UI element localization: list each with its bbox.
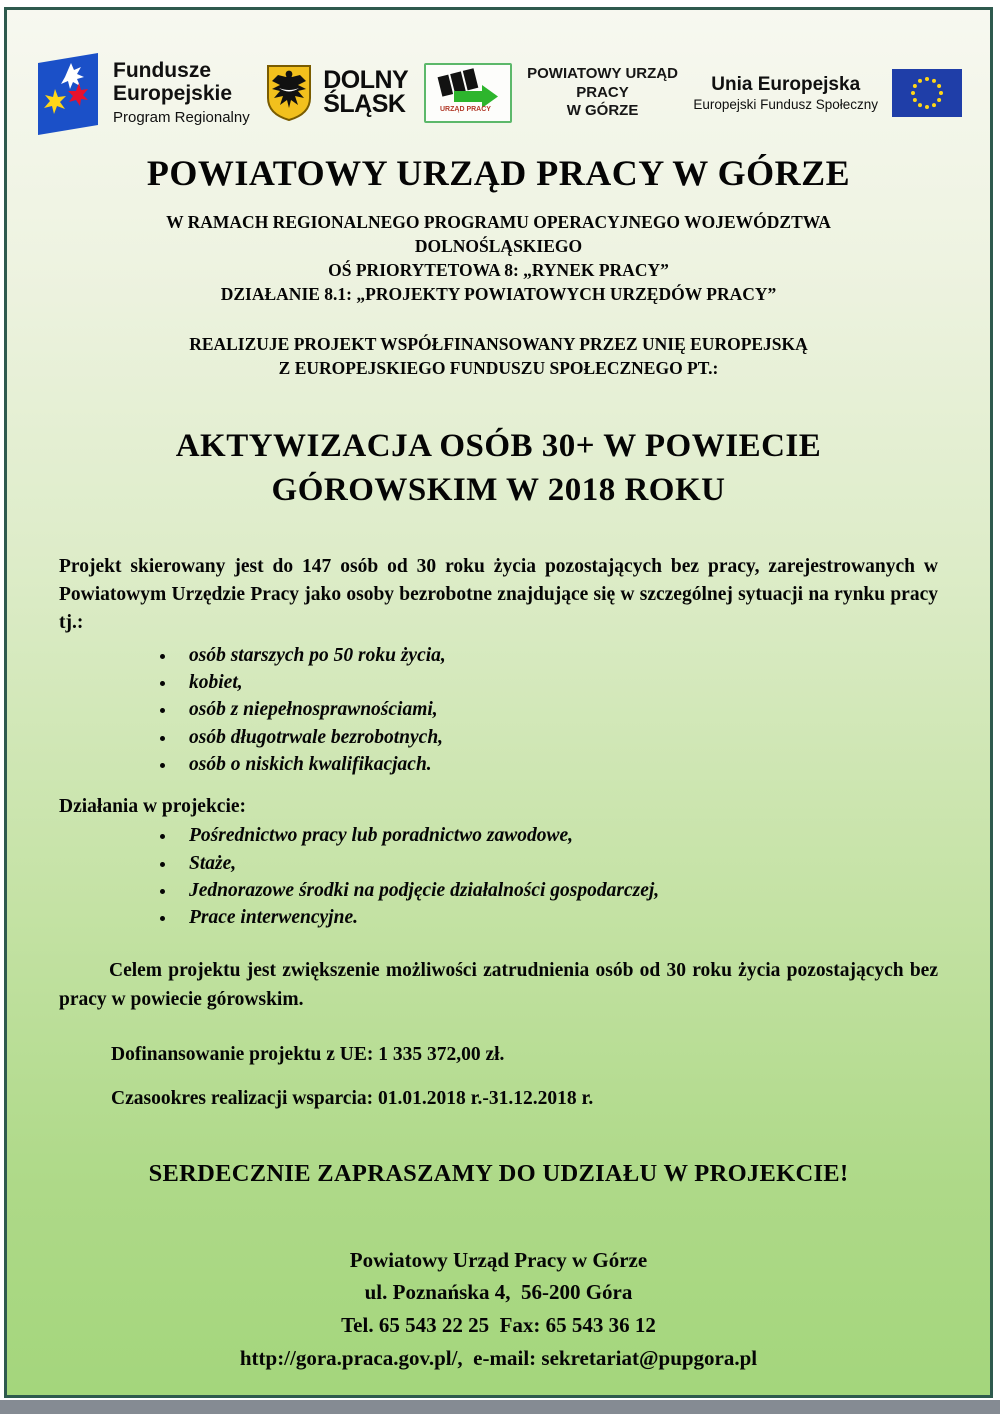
pup-line2: PRACY	[576, 83, 629, 101]
program-line-2: DOLNOŚLĄSKIEGO	[414, 236, 583, 257]
project-title-line2: GÓROWSKIM W 2018 ROKU	[271, 472, 726, 509]
list-item: • kobiet,	[177, 669, 938, 696]
dolny-slask-logo	[265, 64, 408, 122]
project-title	[7, 424, 990, 513]
pup-badge-caption: URZĄD PRACY	[439, 106, 491, 113]
list-item: • osób długotrwale bezrobotnych,	[177, 724, 938, 751]
project-title-line1: AKTYWIZACJA OSÓB 30+ W POWIECIE	[175, 427, 822, 464]
list-item: • Pośrednictwo pracy lub poradnictwo zawodowe,	[177, 822, 938, 849]
program-line-3: OŚ PRIORYTETOWA 8: „RYNEK PRACY”	[328, 260, 669, 281]
footer-web-email[interactable]: http://gora.praca.gov.pl/, e-mail: sekretariat@pupgora.pl	[239, 1345, 758, 1370]
activities-list	[59, 822, 938, 931]
pup-office-name	[527, 65, 678, 121]
footer-address: ul. Poznańska 4, 56-200 Góra	[364, 1280, 633, 1305]
funding-line: Dofinansowanie projektu z UE: 1 335 372,00 zł.	[111, 1043, 505, 1065]
urzad-pracy-badge-icon	[424, 63, 512, 123]
invitation-heading: SERDECZNIE ZAPRASZAMY DO UDZIAŁU W PROJEKCIE!	[148, 1159, 849, 1187]
fe-name-line1: Fundusze	[113, 59, 211, 83]
fe-flag-icon	[35, 51, 101, 135]
eu-flag-icon	[892, 69, 962, 117]
list-item: • osób z niepełnosprawnościami,	[177, 696, 938, 723]
ds-line1: DOLNY	[323, 66, 409, 95]
realizuje-line-2: Z EUROPEJSKIEGO FUNDUSZU SPOŁECZNEGO PT.:	[278, 357, 719, 378]
ue-logo-text	[693, 74, 878, 112]
activities-heading: Działania w projekcie:	[59, 796, 247, 818]
contact-footer	[59, 1244, 938, 1374]
intro-paragraph: Projekt skierowany jest do 147 osób od 30 roku życia pozostających bez pracy, zarejestrowanych w Powiatowym Urzędzie Pracy jako osoby bezrobotne znajdujące się w szczególnej sytuacji na rynku pracy tj.:	[59, 555, 938, 634]
footer-phone-fax: Tel. 65 543 22 25 Fax: 65 543 36 12	[341, 1313, 656, 1338]
list-item: • Staże,	[177, 850, 938, 877]
fe-logo-text	[113, 60, 250, 125]
cofinancing-statement	[7, 332, 990, 380]
list-item: • Prace interwencyjne.	[177, 904, 938, 931]
dolny-slask-text	[323, 66, 409, 118]
list-item: • osób o niskich kwalifikacjach.	[177, 751, 938, 778]
list-item: • Jednorazowe środki na podjęcie działalności gospodarczej,	[177, 877, 938, 904]
footer-office-name: Powiatowy Urząd Pracy w Górze	[349, 1247, 648, 1272]
fe-name-line2: Europejskie	[113, 81, 233, 105]
realizuje-line-1: REALIZUJE PROJEKT WSPÓŁFINANSOWANY PRZEZ UNIĘ EUROPEJSKĄ	[189, 333, 808, 354]
fundusze-europejskie-logo	[35, 51, 250, 135]
ue-line2: Europejski Fundusz Społeczny	[693, 97, 878, 112]
page-bottom-shadow	[0, 1400, 1000, 1414]
dolny-slask-shield-icon	[265, 64, 313, 122]
timeframe-line: Czasookres realizacji wsparcia: 01.01.2018 r.-31.12.2018 r.	[111, 1087, 594, 1109]
program-line-4: DZIAŁANIE 8.1: „PROJEKTY POWIATOWYCH URZĘDÓW PRACY”	[220, 284, 777, 305]
fe-subtitle: Program Regionalny	[113, 108, 250, 126]
logo-strip	[35, 52, 962, 134]
ue-line1: Unia Europejska	[711, 74, 861, 95]
unia-europejska-logo	[693, 69, 962, 117]
poster-page	[4, 7, 993, 1398]
list-item: • osób starszych po 50 roku życia,	[177, 642, 938, 669]
pup-line3: W GÓRZE	[566, 102, 639, 120]
ds-line2: ŚLĄSK	[323, 90, 406, 118]
goal-paragraph: Celem projektu jest zwiększenie możliwości zatrudnienia osób od 30 roku życia pozostających bez pracy w powiecie górowskim.	[59, 960, 938, 1010]
page-title: POWIATOWY URZĄD PRACY W GÓRZE	[146, 153, 851, 193]
pup-line1: POWIATOWY URZĄD	[527, 64, 678, 82]
target-groups-list	[59, 642, 938, 778]
program-block	[7, 210, 990, 307]
program-line-1: W RAMACH REGIONALNEGO PROGRAMU OPERACYJNEGO WOJEWÓDZTWA	[166, 212, 831, 232]
